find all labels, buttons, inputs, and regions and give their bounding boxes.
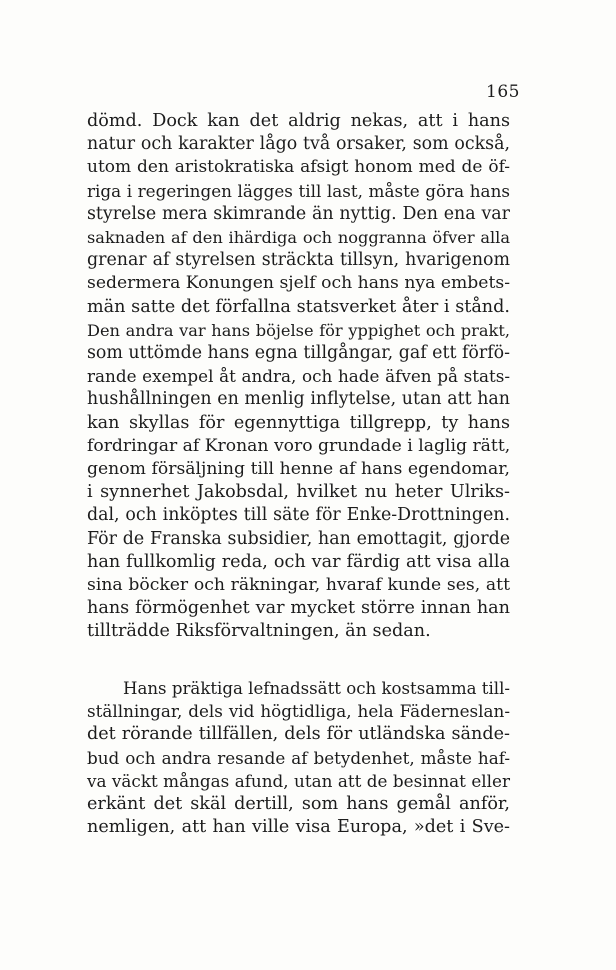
text-line: män satte det förfallna statsverket åter i stånd. xyxy=(87,296,510,317)
text-line: han fullkomlig reda, och var färdig att visa alla xyxy=(87,551,510,572)
text-line: sedermera Konungen sjelf och hans nya embets- xyxy=(87,273,510,294)
text-line: Den andra var hans böjelse för yppighet och prakt, xyxy=(87,320,510,340)
text-line: erkänt det skäl dertill, som hans gemål anför, xyxy=(87,794,510,815)
text-line: utom den aristokratiska afsigt honom med de öf- xyxy=(87,157,510,178)
text-line: Hans präktiga lefnadssätt och kostsamma till- xyxy=(123,679,510,698)
text-line: natur och karakter lågo två orsaker, som också, xyxy=(87,134,510,155)
paragraph-2 xyxy=(87,677,510,839)
text-line: det rörande tillfällen, dels för utländska sände- xyxy=(87,724,510,745)
text-line: dal, och inköptes till säte för Enke-Drottningen. xyxy=(87,505,510,526)
text-line: rande exempel åt andra, och hade äfven på stats- xyxy=(87,366,510,387)
text-line: bud och andra resande af betydenhet, måste haf- xyxy=(87,747,510,768)
text-line: nemligen, att han ville visa Europa, »det i Sve- xyxy=(87,817,510,838)
text-line: va väckt mångas afund, utan att de besinnat eller xyxy=(87,770,510,791)
paragraph-1 xyxy=(87,110,510,644)
text-line: sina böcker och räkningar, hvaraf kunde ses, att xyxy=(87,575,510,596)
text-line: saknaden af den ihärdiga och noggranna öfver alla xyxy=(87,228,510,248)
text-line: tillträdde Riksförvaltningen, än sedan. xyxy=(87,621,431,642)
text-line: genom försäljning till henne af hans egendomar, xyxy=(87,459,510,480)
text-line: styrelse mera skimrande än nyttig. Den ena var xyxy=(87,203,510,224)
text-line: i synnerhet Jakobsdal, hvilket nu heter Ulriks- xyxy=(87,482,510,503)
text-line: fordringar af Kronan voro grundade i laglig rätt, xyxy=(87,435,511,456)
text-line: hushållningen en menlig inflytelse, utan att han xyxy=(87,389,510,410)
text-line: kan skyllas för egennyttiga tillgrepp, ty hans xyxy=(87,412,510,433)
text-line: För de Franska subsidier, han emottagit, gjorde xyxy=(87,528,510,549)
text-line: hans förmögenhet var mycket större innan han xyxy=(87,598,510,619)
text-line: dömd. Dock kan det aldrig nekas, att i hans xyxy=(87,111,510,131)
page-number: 165 xyxy=(486,82,520,102)
text-line: som uttömde hans egna tillgångar, gaf ett förfö- xyxy=(87,343,510,364)
text-line: ställningar, dels vid högtidliga, hela Fäderneslan- xyxy=(87,701,510,722)
text-line: riga i regeringen lägges till last, måste göra hans xyxy=(87,180,510,201)
text-line: grenar af styrelsen sträckta tillsyn, hvarigenom xyxy=(87,250,510,271)
